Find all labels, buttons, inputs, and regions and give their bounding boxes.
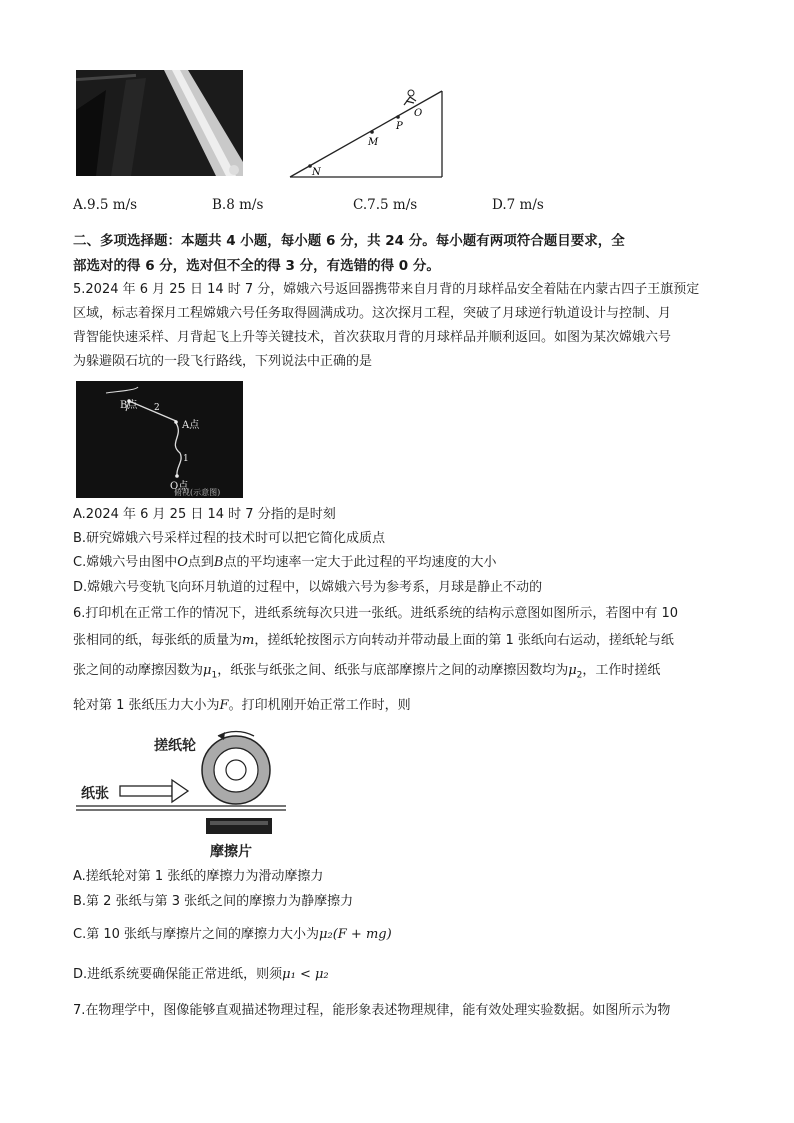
q5-stem-line2: 区域，标志着探月工程嫦娥六号任务取得圆满成功。这次探月工程，突破了月球逆行轨道设计与控制、月 <box>73 306 672 321</box>
wheel-label: 搓纸轮 <box>154 738 196 754</box>
q7-stem-line1: 7.在物理学中，图像能够直观描述物理过程，能形象表述物理规律，能有效处理实验数据。如图所示为物 <box>73 1003 671 1018</box>
q6-option-b[interactable]: B.第 2 张纸与第 3 张纸之间的摩擦力为静摩擦力 <box>73 894 354 909</box>
paper-feed-diagram <box>76 730 286 865</box>
segment-2-label: 2 <box>154 403 160 413</box>
segment-1-label: 1 <box>183 454 189 464</box>
q6-stem-line4: 轮对第 1 张纸压力大小为F。打印机刚开始正常工作时，则 <box>73 698 411 713</box>
q6-option-c[interactable]: C.第 10 张纸与摩擦片之间的摩擦力大小为μ₂(F + mg) <box>73 927 392 942</box>
q4-option-b[interactable]: B.8 m/s <box>212 197 264 213</box>
section2-header-line2: 部选对的得 6 分，选对但不全的得 3 分，有选错的得 0 分。 <box>73 258 440 274</box>
q5-stem-line1: 5.2024 年 6 月 25 日 14 时 7 分，嫦娥六号返回器携带来自月背的月球样品安全着陆在内蒙古四子王旗预定 <box>73 282 700 297</box>
pad-label: 摩擦片 <box>210 844 252 860</box>
q5-stem-line3: 背智能快速采样、月背起飞上升等关键技术，首次获取月背的月球样品并顺利返回。如图为某次嫦娥六号 <box>73 330 672 345</box>
q5-option-a[interactable]: A.2024 年 6 月 25 日 14 时 7 分指的是时刻 <box>73 507 336 522</box>
q4-option-a[interactable]: A.9.5 m/s <box>73 197 138 213</box>
point-o-label: O点 <box>170 481 189 492</box>
point-b-label: B点 <box>120 400 138 411</box>
point-a-label: A点 <box>182 420 200 431</box>
q5-option-c[interactable]: C.嫦娥六号由图中O点到B点的平均速率一定大于此过程的平均速度的大小 <box>73 555 497 570</box>
q6-stem-line2: 张相同的纸，每张纸的质量为m，搓纸轮按图示方向转动并带动最上面的第 1 张纸向右运动，搓纸轮与纸 <box>73 633 674 648</box>
point-m: M <box>368 137 379 148</box>
q6-option-a[interactable]: A.搓纸轮对第 1 张纸的摩擦力为滑动摩擦力 <box>73 869 324 884</box>
section2-header-line1: 二、多项选择题：本题共 4 小题，每小题 6 分，共 24 分。每小题有两项符合题目要求，全 <box>73 233 625 249</box>
point-p: P <box>396 121 403 132</box>
arrow-right-icon <box>120 780 188 802</box>
q5-stem-line4: 为躲避陨石坑的一段飞行路线，下列说法中正确的是 <box>73 354 373 369</box>
incline-diagram <box>280 85 450 180</box>
q4-option-c[interactable]: C.7.5 m/s <box>353 197 418 213</box>
paper-label: 纸张 <box>81 786 109 802</box>
flight-path-diagram <box>76 381 243 498</box>
road-photo <box>76 70 243 176</box>
friction-pad <box>206 818 272 834</box>
q5-option-d[interactable]: D.嫦娥六号变轨飞向环月轨道的过程中，以嫦娥六号为参考系，月球是静止不动的 <box>73 580 543 595</box>
q6-option-d[interactable]: D.进纸系统要确保能正常进纸，则须μ₁ < μ₂ <box>73 967 329 982</box>
q6-stem-line3: 张之间的动摩擦因数为$\mu_1$，纸张与纸张之间、纸张与底部摩擦片之间的动摩擦因数均为$\mu_2$，工作时搓纸 <box>73 663 661 681</box>
diagram-caption: 俯视(示意图) <box>174 488 221 497</box>
point-n: N <box>312 167 321 178</box>
skier-icon <box>404 90 416 105</box>
roller-wheel-icon <box>202 736 270 804</box>
q4-option-d[interactable]: D.7 m/s <box>492 197 544 213</box>
point-o: O <box>414 108 423 119</box>
q6-stem-line1: 6.打印机在正常工作的情况下，进纸系统每次只进一张纸。进纸系统的结构示意图如图所示，若图中有 10 <box>73 606 679 621</box>
q5-option-b[interactable]: B.研究嫦娥六号采样过程的技术时可以把它简化成质点 <box>73 531 386 546</box>
